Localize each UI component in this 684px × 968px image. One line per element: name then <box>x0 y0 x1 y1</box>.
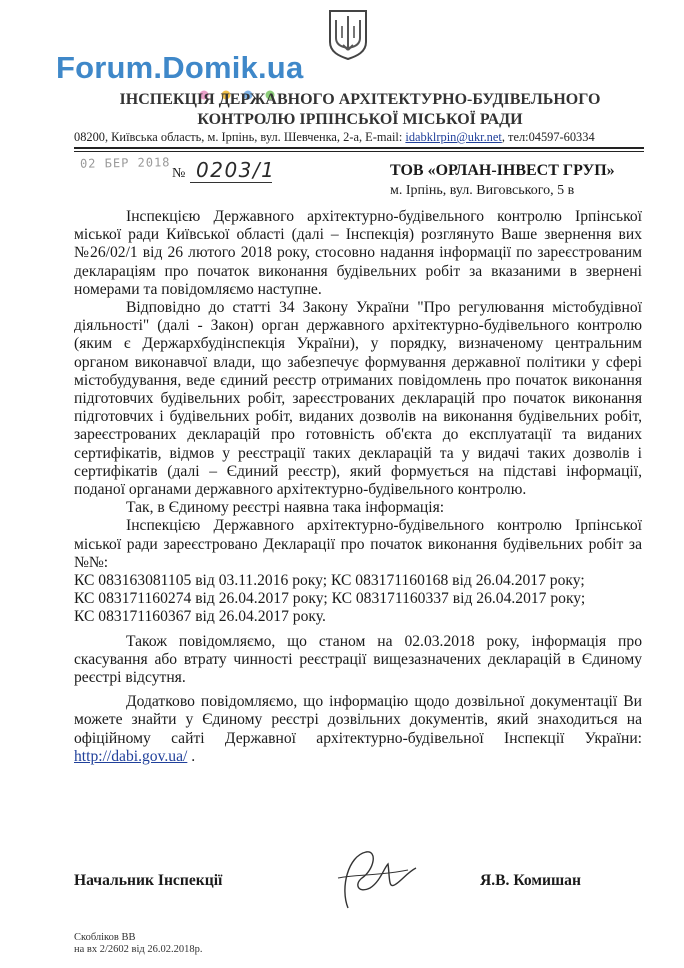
address-text: 08200, Київська область, м. Ірпінь, вул. Шевченка, 2-а, E-mail: <box>74 130 406 144</box>
declarations-line-2: КС 083171160274 від 26.04.2017 року; КС 083171160337 від 26.04.2017 року; <box>74 590 586 608</box>
declarations-line-1: КС 083163081105 від 03.11.2016 року; КС 083171160168 від 26.04.2017 року; <box>74 572 585 590</box>
signatory-name: Я.В. Комишан <box>480 872 581 889</box>
number-underline <box>190 182 272 183</box>
email-link[interactable]: idabklrpin@ukr.net <box>405 130 502 144</box>
watermark-text: Forum.Domik.ua <box>56 50 304 85</box>
handwritten-signature-icon <box>318 838 428 918</box>
recipient-name: ТОВ «ОРЛАН-ІНВЕСТ ГРУП» <box>390 162 615 179</box>
paragraph-register-info: Так, в Єдиному реєстрі наявна така інформація: <box>126 499 445 517</box>
stamp-date: 02 БЕР 2018 <box>79 155 171 171</box>
executor-name: Скобліков ВВ <box>74 932 136 943</box>
recipient-address: м. Ірпінь, вул. Виговського, 5 в <box>390 183 575 198</box>
organization-name <box>70 90 650 130</box>
paragraph-intro: Інспекцією Державного архітектурно-будівельного контролю Ірпінської міської ради Київської області (далі – Інспекція) розглянуто Ваше звернення вих №26/02/1 від 26 лютого 2018 року, стосовно надання інформації по зареєстрованим деклараціям про початок виконання будівельних робіт за вказаними в звернені номерами та повідомляємо наступне. <box>74 208 642 298</box>
phone-text: , тел:04597-60334 <box>501 130 595 144</box>
dabi-link[interactable]: http://dabi.gov.ua/ <box>74 747 188 765</box>
link-suffix: . <box>187 747 196 765</box>
number-label: № <box>172 166 186 181</box>
declarations-line-3: КС 083171160367 від 26.04.2017 року. <box>74 608 326 626</box>
header-rule-thick <box>74 147 644 149</box>
trident-emblem-icon <box>327 8 369 60</box>
paragraph-law: Відповідно до статті 34 Закону України "Про регулювання містобудівної діяльності" (далі - Закон) орган державного архітектурно-будівельного контролю (яким є Держархбудінспекція України), у порядку, визначеному центральним органом виконавчої влади, що забезпечує формування державної політики у сфері містобудування, веде єдиний реєстр отриманих повідомлень про початок виконання підготовчих будівельних робіт, зареєстрованих декларацій про початок виконання підготовчих і будівельних робіт, виданих дозволів на виконання будівельних робіт, зареєстрованих декларацій про готовність об'єкта до експлуатації та виданих сертифікатів, відмов у реєстрації таких декларацій та у видачі таких дозволів і сертифікатів (далі – Єдиний реєстр), який формується на підставі інформації, поданої органами державного архітектурно-будівельного контролю. <box>74 299 642 499</box>
signatory-role: Начальник Інспекції <box>74 872 223 889</box>
outgoing-number: 0203/1 <box>196 158 276 182</box>
paragraph-additional <box>74 693 642 766</box>
header-rule-thin <box>74 151 644 152</box>
organization-name-line2: КОНТРОЛЮ ІРПІНСЬКОЇ МІСЬКОЇ РАДИ <box>197 111 523 128</box>
letter-body <box>74 208 642 766</box>
incoming-reference: на вх 2/2602 від 26.02.2018р. <box>74 944 203 955</box>
organization-name-line1: ІНСПЕКЦІЯ ДЕРЖАВНОГО АРХІТЕКТУРНО-БУДІВЕЛЬНОГО <box>119 91 601 108</box>
paragraph-declarations: Інспекцією Державного архітектурно-будівельного контролю Ірпінської міської ради зареєстровано Декларації про початок виконання будівельних робіт за №№: <box>74 517 642 571</box>
paragraph-additional-text: Додатково повідомляємо, що інформацію щодо дозвільної документації Ви можете знайти у Єдиному реєстрі дозвільних документів, який знаходиться на офіційному сайті Державної архітектурно-будівельної Інспекції України: <box>74 693 642 747</box>
footer-info <box>74 932 203 956</box>
organization-address <box>74 130 644 145</box>
paragraph-status: Також повідомляємо, що станом на 02.03.2018 року, інформація про скасування або втрату чинності реєстрації вищезазначених декларацій в Єдиному реєстрі відсутня. <box>74 632 642 687</box>
